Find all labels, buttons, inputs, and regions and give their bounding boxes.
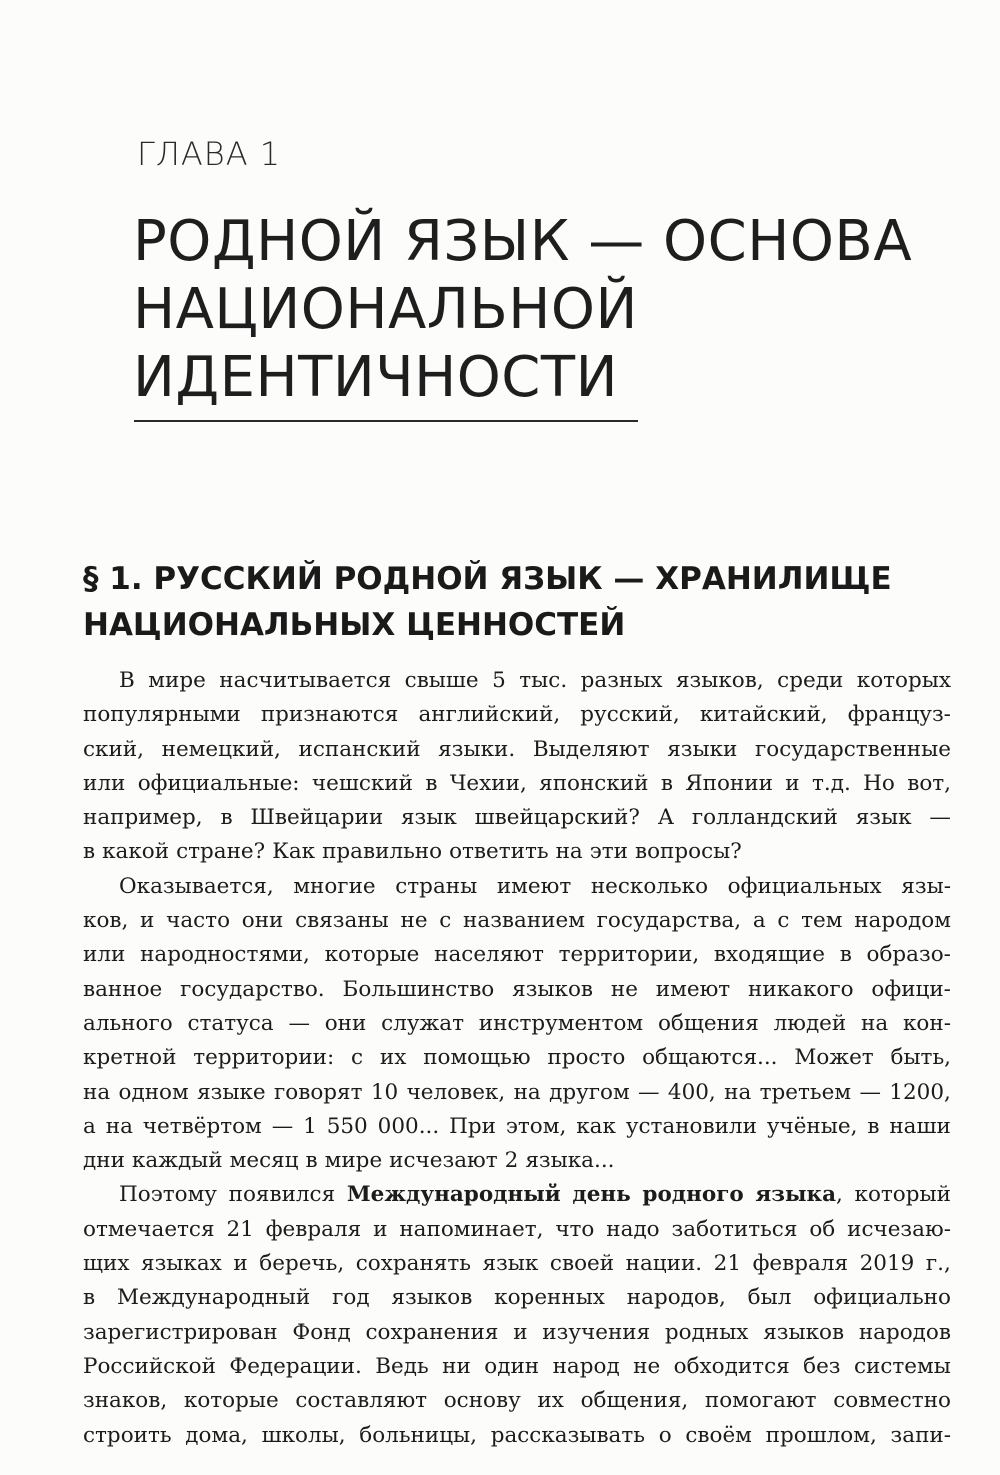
body-line <box>83 1316 951 1350</box>
word: с <box>439 908 452 934</box>
word: признаются <box>260 702 399 728</box>
word: общения <box>657 1010 759 1036</box>
word: этом, <box>505 1113 567 1139</box>
word: служат <box>381 1010 464 1036</box>
word: Международный <box>116 1285 311 1311</box>
word: или <box>83 770 126 796</box>
word: официальные: <box>137 770 300 796</box>
word: языка, <box>755 1182 843 1208</box>
word: — <box>271 1113 294 1139</box>
word: наши <box>889 1113 951 1139</box>
word: их <box>537 1388 564 1414</box>
word: мире <box>324 1148 383 1174</box>
word: человек, <box>406 1079 506 1105</box>
word: в <box>867 1113 880 1139</box>
word: который <box>854 1182 951 1208</box>
word: народом <box>854 908 951 934</box>
word: надо <box>606 1216 660 1242</box>
word: обходится <box>673 1353 790 1379</box>
word: помощью <box>423 1045 531 1071</box>
section-heading-line: НАЦИОНАЛЬНЫХ ЦЕННОСТЕЙ <box>83 607 626 643</box>
word: языках <box>141 1251 222 1277</box>
word: Может <box>794 1045 874 1071</box>
word: какой <box>102 839 170 865</box>
body-line <box>83 938 951 972</box>
word: названием <box>463 908 585 934</box>
word: больницы, <box>359 1422 477 1448</box>
word: — <box>859 1079 881 1105</box>
word: 21 <box>713 1251 742 1277</box>
word: Федерации. <box>229 1353 362 1379</box>
word: они <box>324 1010 367 1036</box>
word: свыше <box>404 668 479 693</box>
word: английский, <box>418 702 561 728</box>
section-heading <box>83 556 963 648</box>
word: год <box>332 1285 370 1311</box>
body-line <box>83 1178 951 1212</box>
word: появился <box>228 1182 336 1208</box>
word: зарегистрирован <box>83 1319 278 1345</box>
word: дома, <box>185 1422 248 1448</box>
word: ков, <box>83 908 129 934</box>
body-line <box>83 973 951 1007</box>
word: Ведь <box>375 1353 429 1379</box>
word: офици- <box>871 976 951 1002</box>
word: популярными <box>83 702 241 728</box>
body-text <box>83 664 951 1453</box>
word: 2 <box>504 1148 519 1174</box>
word: знаков, <box>83 1388 168 1414</box>
word: системы <box>854 1353 951 1379</box>
word: территории, <box>558 942 700 968</box>
word: и <box>140 908 155 934</box>
word: месяц <box>229 1148 299 1174</box>
word: которых <box>856 668 951 693</box>
word: составляют <box>295 1388 428 1414</box>
body-line <box>83 664 951 698</box>
word: языков, <box>675 668 764 693</box>
word: быть, <box>890 1045 951 1071</box>
body-line <box>83 1350 951 1384</box>
body-line <box>83 1041 951 1075</box>
word: — <box>288 1010 310 1036</box>
word: 550 <box>326 1113 368 1139</box>
word: а <box>752 908 766 934</box>
word: чешский <box>311 770 413 796</box>
word: 1200, <box>889 1079 951 1105</box>
word: не <box>400 908 428 934</box>
word: кон- <box>902 1010 951 1036</box>
word: день <box>572 1182 631 1208</box>
chapter-label: ГЛАВА 1 <box>137 135 282 173</box>
word: несколько <box>590 873 709 899</box>
word: языков <box>391 1285 473 1311</box>
body-line <box>83 1076 951 1110</box>
word: территории: <box>193 1045 335 1071</box>
word: француз- <box>847 702 951 728</box>
body-line <box>83 904 951 938</box>
word: учёные, <box>766 1113 858 1139</box>
word: Как <box>272 839 316 865</box>
word: — <box>929 805 951 831</box>
word: исчезаю- <box>847 1216 951 1242</box>
word: швейцарский? <box>474 805 640 831</box>
word: народов <box>858 1319 951 1345</box>
word: которые <box>183 1388 279 1414</box>
word: 1 <box>303 1113 317 1139</box>
word: китайский, <box>699 702 828 728</box>
body-line <box>83 1419 951 1453</box>
word: прошлом, <box>765 1422 877 1448</box>
word: вопросы? <box>635 839 742 865</box>
word: другом <box>549 1079 630 1105</box>
word: напоминает, <box>399 1216 544 1242</box>
word: При <box>449 1113 496 1139</box>
word: имеют <box>496 873 572 899</box>
word: рассказывать <box>490 1422 645 1448</box>
word: Большинство <box>342 976 495 1002</box>
word: Чехии, <box>449 770 527 796</box>
word: статуса <box>187 1010 274 1036</box>
body-line <box>83 1110 951 1144</box>
word: как <box>576 1113 616 1139</box>
word: Выделяют <box>532 736 650 762</box>
word: народов, <box>626 1285 726 1311</box>
word: эти <box>589 839 628 865</box>
word: среди <box>777 668 844 693</box>
word: никакого <box>748 976 854 1002</box>
word: В <box>119 668 135 693</box>
word: официально <box>813 1285 951 1311</box>
word: совместно <box>833 1388 951 1414</box>
word: что <box>555 1216 595 1242</box>
word: установили <box>625 1113 757 1139</box>
body-line <box>83 835 951 869</box>
word: 400, <box>667 1079 716 1105</box>
word: Российской <box>83 1353 216 1379</box>
word: изучения <box>542 1319 651 1345</box>
word: третьем <box>759 1079 852 1105</box>
word: помогают <box>704 1388 817 1414</box>
word: они <box>241 908 284 934</box>
word: Японии <box>685 770 773 796</box>
word: в <box>83 1285 96 1311</box>
word: т.д. <box>811 770 851 796</box>
word: государство. <box>180 976 325 1002</box>
word: ального <box>83 1010 173 1036</box>
word: своём <box>685 1422 752 1448</box>
word: язык <box>482 1251 539 1277</box>
word: японский <box>539 770 649 796</box>
word: Оказывается, <box>119 873 274 899</box>
word: часто <box>166 908 231 934</box>
word: на <box>861 1010 889 1036</box>
word: в <box>83 839 96 865</box>
word: не <box>633 1353 661 1379</box>
word: правильно <box>322 839 443 865</box>
word: и <box>785 770 800 796</box>
word: в <box>660 770 673 796</box>
word: родных <box>664 1319 749 1345</box>
word: на <box>724 1079 752 1105</box>
word: ответить <box>449 839 549 865</box>
word: с <box>351 1045 364 1071</box>
word: имеют <box>655 976 731 1002</box>
word: на <box>555 839 583 865</box>
word: в <box>425 770 438 796</box>
chapter-title-line: НАЦИОНАЛЬНОЙ <box>133 277 638 342</box>
word: язык <box>855 805 912 831</box>
word: официальных <box>727 873 882 899</box>
word: кретной <box>83 1045 177 1071</box>
word: Фонд <box>292 1319 351 1345</box>
body-line <box>83 1213 951 1247</box>
word: исчезают <box>389 1148 498 1174</box>
word: голландский <box>691 805 838 831</box>
word: родного <box>642 1182 744 1208</box>
word: языков <box>763 1319 845 1345</box>
word: в <box>220 805 233 831</box>
word: и <box>373 1216 388 1242</box>
word: язы- <box>901 873 951 899</box>
word: А <box>657 805 674 831</box>
body-line <box>83 733 951 767</box>
word: тем <box>801 908 843 934</box>
word: говорят <box>274 1079 363 1105</box>
word: основу <box>443 1388 521 1414</box>
body-line <box>83 1281 951 1315</box>
word: и <box>233 1251 248 1277</box>
word: народ <box>552 1353 620 1379</box>
word: язык <box>400 805 457 831</box>
word: школы, <box>261 1422 346 1448</box>
word: на <box>83 1079 111 1105</box>
word: их <box>379 1045 407 1071</box>
word: входящие <box>713 942 825 968</box>
word: насчитывается <box>219 668 392 693</box>
chapter-title <box>133 208 973 412</box>
word: одном <box>118 1079 189 1105</box>
body-line <box>83 1007 951 1041</box>
word: февраля <box>265 1216 362 1242</box>
body-line <box>83 698 951 732</box>
word: один <box>484 1353 540 1379</box>
body-line <box>83 767 951 801</box>
word: четвёртом <box>142 1113 262 1139</box>
word: об <box>809 1216 836 1242</box>
word: страны <box>395 873 478 899</box>
word: беречь, <box>259 1251 345 1277</box>
word: с <box>777 908 790 934</box>
word: 21 <box>226 1216 254 1242</box>
word: г., <box>925 1251 951 1277</box>
word: государства, <box>596 908 742 934</box>
word: языке <box>197 1079 266 1105</box>
word: в <box>839 942 852 968</box>
section-heading-line: § 1. РУССКИЙ РОДНОЙ ЯЗЫК — ХРАНИЛИЩЕ <box>83 561 892 597</box>
word: на <box>513 1079 541 1105</box>
word: общения, <box>580 1388 689 1414</box>
word: Но <box>863 770 895 796</box>
word: на <box>105 1113 133 1139</box>
word: ский, <box>83 736 144 762</box>
word: народностями, <box>140 942 310 968</box>
word: языков <box>512 976 594 1002</box>
word: общаются... <box>642 1045 778 1071</box>
body-line <box>83 870 951 904</box>
word: Поэтому <box>119 1182 217 1208</box>
word: строить <box>83 1422 172 1448</box>
word: испанский <box>298 736 421 762</box>
word: о <box>658 1422 672 1448</box>
word: сохранения <box>365 1319 499 1345</box>
chapter-title-line: ИДЕНТИЧНОСТИ <box>133 345 619 410</box>
word: своей <box>549 1251 615 1277</box>
word: февраля <box>752 1251 849 1277</box>
body-line <box>83 1144 951 1178</box>
body-line <box>83 801 951 835</box>
word: многие <box>293 873 376 899</box>
word: которые <box>324 942 420 968</box>
word: заботиться <box>671 1216 798 1242</box>
word: не <box>610 976 638 1002</box>
body-line <box>83 1384 951 1418</box>
word: населяют <box>434 942 544 968</box>
word: инструментом <box>478 1010 644 1036</box>
word: людей <box>773 1010 847 1036</box>
word: а <box>83 1113 96 1139</box>
chapter-title-line: РОДНОЙ ЯЗЫК — ОСНОВА <box>133 209 913 274</box>
word: Швейцарии <box>250 805 384 831</box>
word: коренных <box>494 1285 605 1311</box>
word: нации. <box>625 1251 703 1277</box>
word: например, <box>83 805 203 831</box>
word: в <box>305 1148 318 1174</box>
word: без <box>803 1353 841 1379</box>
body-line <box>83 1247 951 1281</box>
word: мире <box>148 668 206 693</box>
word: ни <box>442 1353 471 1379</box>
word: — <box>638 1079 660 1105</box>
word: щих <box>83 1251 130 1277</box>
word: государственные <box>755 736 951 762</box>
word: каждый <box>131 1148 223 1174</box>
word: ванное <box>83 976 163 1002</box>
word: 2019 <box>859 1251 915 1277</box>
word: и <box>513 1319 528 1345</box>
word: языки <box>667 736 738 762</box>
word: отмечается <box>83 1216 215 1242</box>
word: языка... <box>525 1148 615 1174</box>
word: дни <box>83 1148 125 1174</box>
word: был <box>747 1285 792 1311</box>
word: языки. <box>438 736 516 762</box>
word: 000... <box>377 1113 440 1139</box>
word: немецкий, <box>161 736 281 762</box>
word: стране? <box>176 839 266 865</box>
word: тыс. <box>519 668 568 693</box>
title-underline <box>134 420 638 422</box>
word: образо- <box>866 942 951 968</box>
word: 10 <box>370 1079 399 1105</box>
word: русский, <box>580 702 680 728</box>
word: или <box>83 942 126 968</box>
word: вот, <box>907 770 951 796</box>
word: просто <box>547 1045 626 1071</box>
word: 5 <box>492 668 506 693</box>
word: запи- <box>890 1422 951 1448</box>
word: связаны <box>295 908 389 934</box>
word: разных <box>580 668 663 693</box>
word: Международный <box>346 1182 561 1208</box>
word: сохранять <box>355 1251 471 1277</box>
